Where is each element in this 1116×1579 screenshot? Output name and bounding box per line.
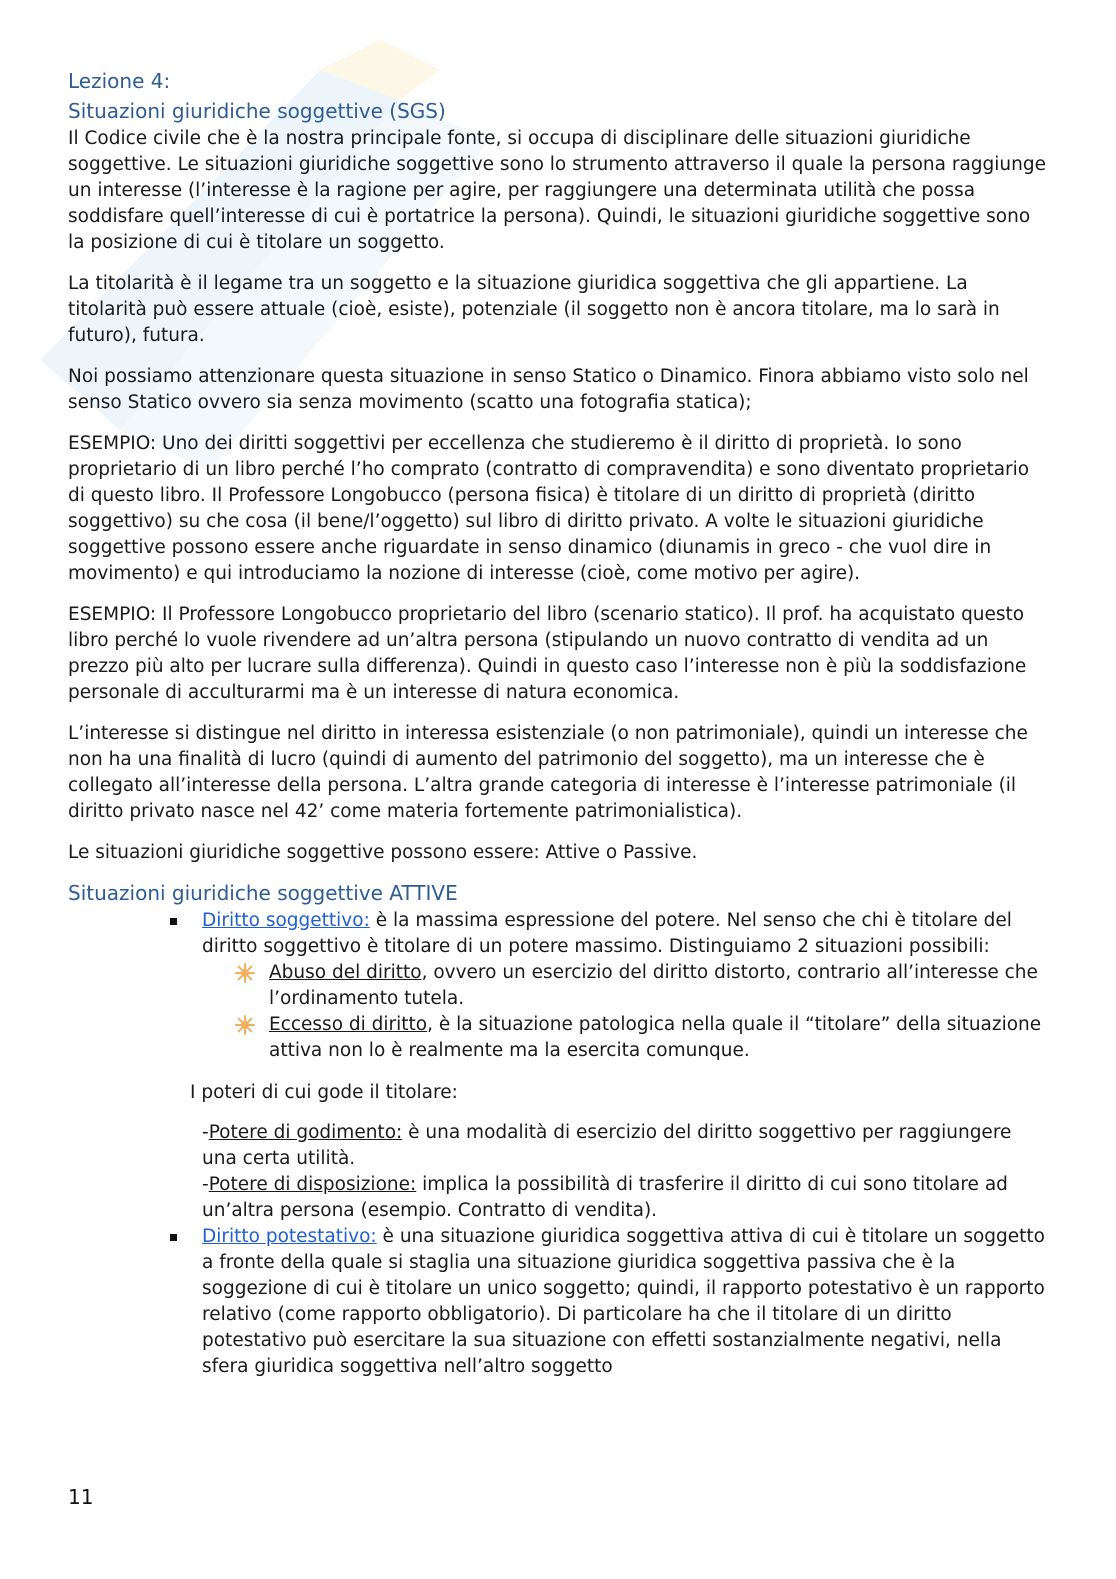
- sub-bullet-list: [202, 960, 1048, 1064]
- dash: -: [202, 1174, 209, 1195]
- sunburst-bullet-icon: [235, 963, 255, 983]
- poteri-block: [202, 1120, 1048, 1224]
- bullet-list: [68, 1224, 1048, 1380]
- bullet-list: [68, 908, 1048, 1064]
- paragraph: Le situazioni giuridiche soggettive possono essere: Attive o Passive.: [68, 842, 698, 863]
- poteri-heading: I poteri di cui gode il titolare:: [190, 1082, 458, 1103]
- paragraph: La titolarità è il legame tra un soggetto e la situazione giuridica soggettiva che gli appartiene. La titolarità può essere attuale (cioè, esiste), potenziale (il soggetto non è ancora titolare, ma lo sarà in futuro), futura.: [68, 273, 1000, 346]
- sub-item-text: , è la situazione patologica nella quale il “titolare” della situazione attiva non lo è realmente ma la esercita comunque.: [269, 1014, 1042, 1061]
- list-item-text: è una situazione giuridica soggettiva attiva di cui è titolare un soggetto a fronte della quale si staglia una situazione giuridica soggettiva passiva che è la soggezione di cui è titolare un unico soggetto; quindi, il rapporto potestativo è un rapporto relativo (come rapporto obbligatorio). Di particolare ha che il titolare di un diritto potestativo può esercitare la sua situazione con effetti sostanzialmente negativi, nella sfera giuridica soggettiva nell’altro soggetto: [202, 1226, 1045, 1377]
- paragraph: Noi possiamo attenzionare questa situazione in senso Statico o Dinamico. Finora abbiamo visto solo nel senso Statico ovvero sia senza movimento (scatto una fotografia statica);: [68, 366, 1029, 413]
- page-number: 11: [68, 1485, 94, 1509]
- potere-godimento-term: Potere di godimento:: [208, 1122, 403, 1143]
- potere-disposizione: [202, 1172, 1048, 1224]
- list-item-text: è la massima espressione del potere. Nel senso che chi è titolare del diritto soggettivo è titolare di un potere massimo. Distinguiamo 2 situazioni possibili:: [202, 910, 1012, 957]
- section-title: Situazioni giuridiche soggettive (SGS): [68, 99, 446, 123]
- sunburst-bullet-icon: [235, 1015, 255, 1035]
- eccesso-di-diritto-term: Eccesso di diritto: [269, 1014, 428, 1035]
- paragraph: ESEMPIO: Uno dei diritti soggettivi per eccellenza che studieremo è il diritto di proprietà. Io sono proprietario di un libro perché l’ho comprato (contratto di compravendita) e sono diventato proprietario di questo libro. Il Professore Longobucco (persona fisica) è titolare di un diritto di proprietà (diritto soggettivo) su che cosa (il bene/l’oggetto) sul libro di diritto privato. A volte le situazioni giuridiche soggettive possono essere anche riguardate in senso dinamico (diunamis in greco - che vuol dire in movimento) e qui introduciamo la nozione di interesse (cioè, come motivo per agire).: [68, 433, 1030, 584]
- paragraph: L’interesse si distingue nel diritto in interessa esistenziale (o non patrimoniale), quindi un interesse che non ha una finalità di lucro (quindi di aumento del patrimonio del soggetto), ma un interesse che è collegato all’interesse della persona. L’altra grande categoria di interesse è l’interesse patrimoniale (il diritto privato nasce nel 42’ come materia fortemente patrimonialistica).: [68, 723, 1028, 822]
- potere-godimento: [202, 1120, 1048, 1172]
- list-item-diritto-soggettivo: [202, 908, 1048, 1064]
- subsection-title: Situazioni giuridiche soggettive ATTIVE: [68, 881, 458, 905]
- document-body: [68, 66, 1048, 1380]
- diritto-soggettivo-link[interactable]: Diritto soggettivo:: [202, 910, 370, 931]
- potere-disposizione-term: Potere di disposizione:: [208, 1174, 417, 1195]
- lesson-title: Lezione 4:: [68, 69, 171, 93]
- abuso-del-diritto-term: Abuso del diritto: [269, 962, 422, 983]
- potere-text: è una modalità di esercizio del diritto soggettivo per raggiungere una certa utilità.: [202, 1122, 1012, 1169]
- sub-list-item-eccesso: [269, 1012, 1048, 1064]
- diritto-potestativo-link[interactable]: Diritto potestativo:: [202, 1226, 377, 1247]
- paragraph: Il Codice civile che è la nostra principale fonte, si occupa di disciplinare delle situazioni giuridiche soggettive. Le situazioni giuridiche soggettive sono lo strumento attraverso il quale la persona raggiunge un interesse (l’interesse è la ragione per agire, per raggiungere una determinata utilità che possa soddisfare quell’interesse di cui è portatrice la persona). Quindi, le situazioni giuridiche soggettive sono la posizione di cui è titolare un soggetto.: [68, 128, 1046, 253]
- potere-text: implica la possibilità di trasferire il diritto di cui sono titolare ad un’altra persona (esempio. Contratto di vendita).: [202, 1174, 1008, 1221]
- list-item-diritto-potestativo: [202, 1224, 1048, 1380]
- dash: -: [202, 1122, 209, 1143]
- paragraph: ESEMPIO: Il Professore Longobucco proprietario del libro (scenario statico). Il prof. ha acquistato questo libro perché lo vuole rivendere ad un’altra persona (stipulando un nuovo contratto di vendita ad un prezzo più alto per lucrare sulla differenza). Quindi in questo caso l’interesse non è più la soddisfazione personale di acculturarmi ma è un interesse di natura economica.: [68, 604, 1027, 703]
- sub-list-item-abuso: [269, 960, 1048, 1012]
- sub-item-text: , ovvero un esercizio del diritto distorto, contrario all’interesse che l’ordinamento tutela.: [269, 962, 1038, 1009]
